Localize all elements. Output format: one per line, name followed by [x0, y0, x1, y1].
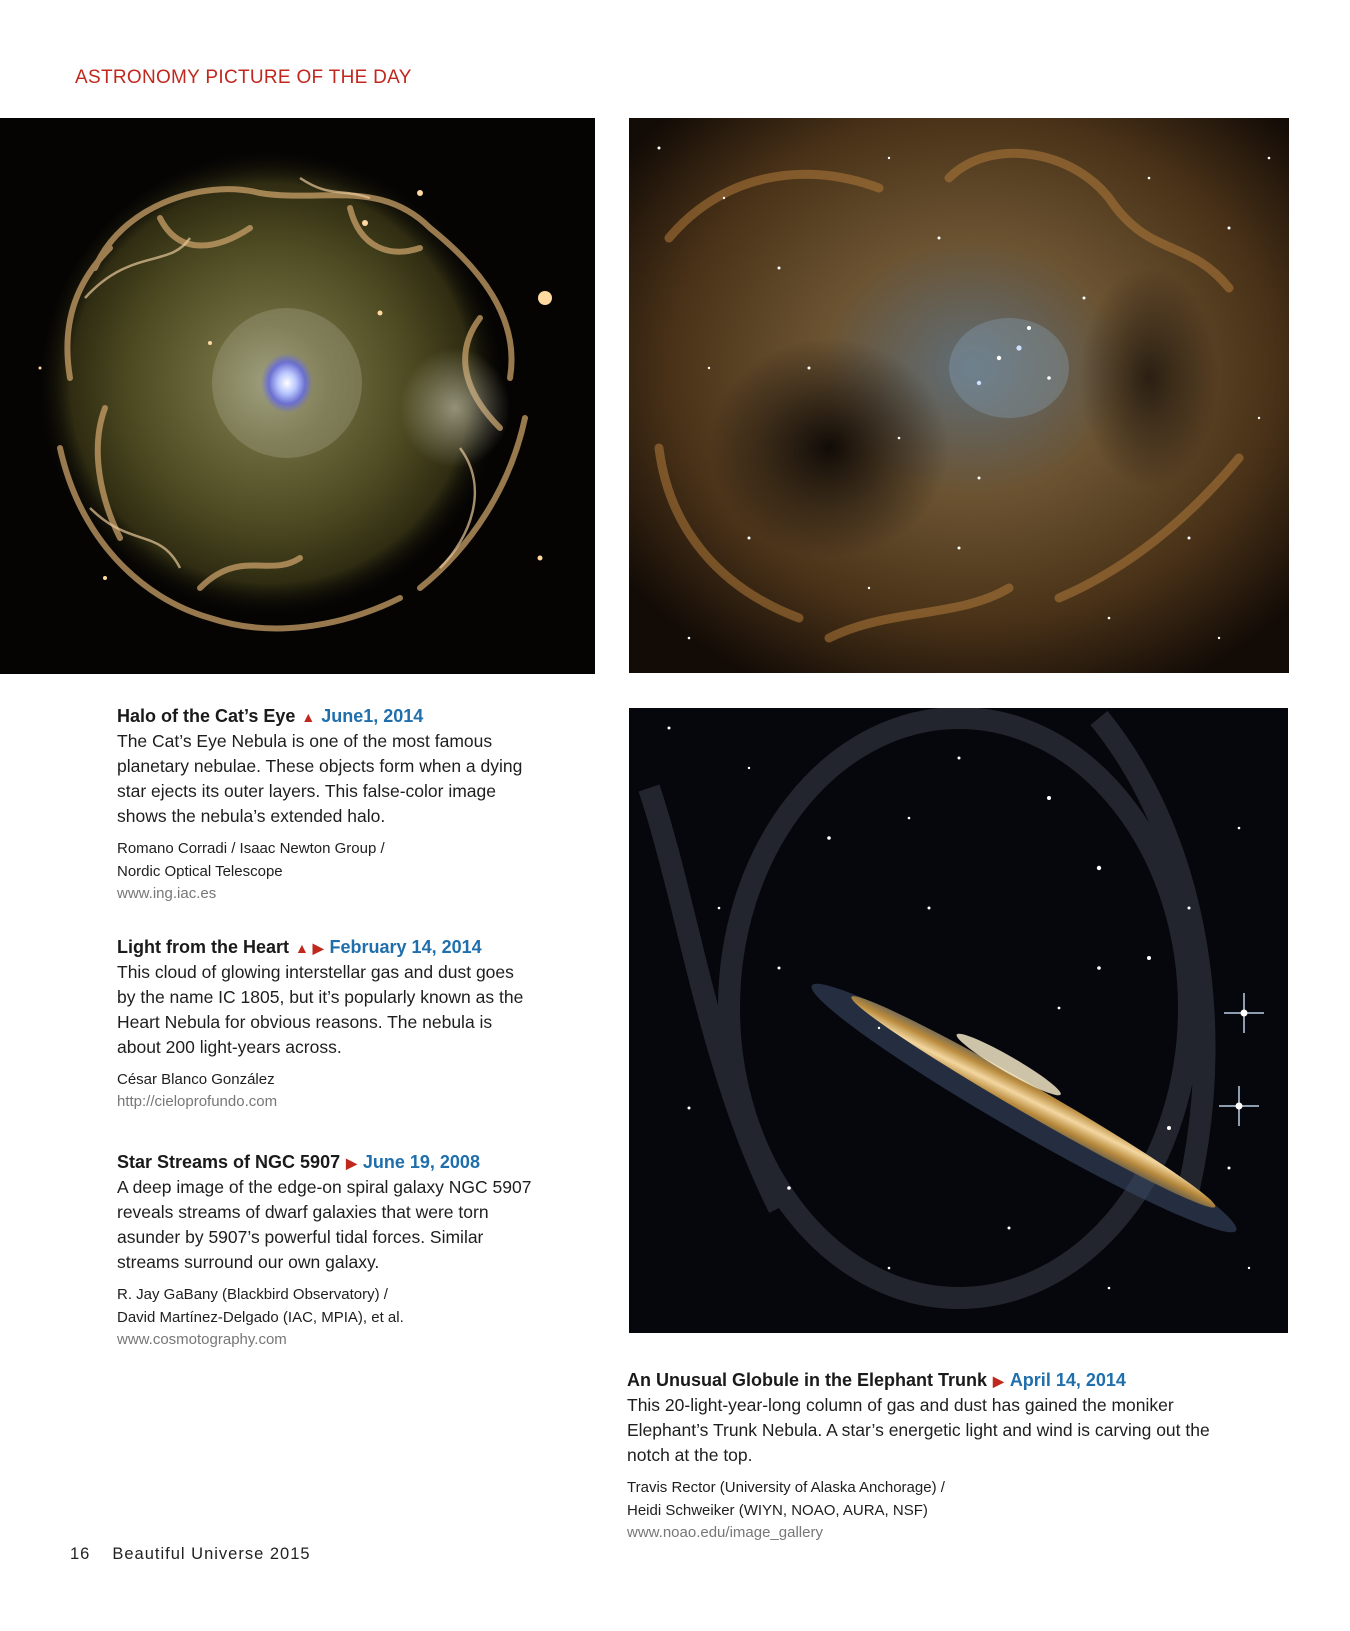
caption-heading — [117, 704, 527, 729]
publication-title: Beautiful Universe 2015 — [112, 1545, 311, 1563]
credit-url-link[interactable]: www.cosmotography.com — [117, 1331, 287, 1348]
caption-title: An Unusual Globule in the Elephant Trunk — [627, 1370, 988, 1390]
marker-icons: ▶ — [346, 1155, 357, 1171]
caption-heading — [117, 935, 527, 960]
caption-cats-eye — [117, 704, 527, 905]
caption-title: Star Streams of NGC 5907 — [117, 1152, 341, 1172]
marker-icons: ▲ ▶ — [295, 940, 324, 956]
marker-icons: ▲ — [301, 709, 316, 725]
photo-credit — [117, 1068, 527, 1091]
caption-heading — [627, 1368, 1227, 1393]
caption-ngc-5907 — [117, 1150, 537, 1351]
heart-nebula-photo — [629, 118, 1289, 673]
credit-line: Travis Rector (University of Alaska Anchorage) / — [627, 1479, 945, 1496]
credit-line: Nordic Optical Telescope — [117, 863, 283, 880]
caption-heading — [117, 1150, 537, 1175]
caption-date: April 14, 2014 — [1009, 1370, 1126, 1390]
credit-line: Romano Corradi / Isaac Newton Group / — [117, 840, 385, 857]
caption-heart — [117, 935, 527, 1113]
page-number: 16 — [70, 1545, 91, 1563]
credit-url-link[interactable]: www.noao.edu/image_gallery — [627, 1524, 823, 1541]
photo-credit — [117, 1283, 537, 1329]
section-title: ASTRONOMY PICTURE OF THE DAY — [75, 67, 412, 88]
marker-icons: ▶ — [993, 1373, 1004, 1389]
caption-body: The Cat’s Eye Nebula is one of the most famous planetary nebulae. These objects form when a dying star ejects its outer layers. This false-color image shows the nebula’s extended halo. — [117, 731, 523, 826]
caption-title: Light from the Heart — [117, 937, 290, 957]
caption-body: This cloud of glowing interstellar gas and dust goes by the name IC 1805, but it’s popularly known as the Heart Nebula for obvious reasons. The nebula is about 200 light-years across. — [117, 962, 524, 1057]
caption-date: June1, 2014 — [321, 706, 424, 726]
credit-url-link[interactable]: www.ing.iac.es — [117, 885, 217, 902]
caption-date: June 19, 2008 — [362, 1152, 480, 1172]
caption-body: A deep image of the edge-on spiral galaxy NGC 5907 reveals streams of dwarf galaxies that were torn asunder by 5907’s powerful tidal forces. Similar streams surround our own galaxy. — [117, 1177, 532, 1272]
cats-eye-nebula-photo — [0, 118, 595, 674]
credit-line: César Blanco González — [117, 1071, 275, 1088]
caption-elephant-trunk — [627, 1368, 1227, 1544]
page-footer — [70, 1545, 311, 1564]
credit-url-link[interactable]: http://cieloprofundo.com — [117, 1093, 278, 1110]
caption-body: This 20-light-year-long column of gas and dust has gained the moniker Elephant’s Trunk Nebula. A star’s energetic light and wind is carving out the notch at the top. — [627, 1395, 1210, 1465]
photo-credit — [627, 1476, 1227, 1522]
caption-date: February 14, 2014 — [329, 937, 482, 957]
credit-line: R. Jay GaBany (Blackbird Observatory) / — [117, 1286, 388, 1303]
ngc-5907-photo — [629, 708, 1288, 1333]
credit-line: David Martínez-Delgado (IAC, MPIA), et al. — [117, 1309, 404, 1326]
photo-credit — [117, 837, 527, 883]
caption-title: Halo of the Cat’s Eye — [117, 706, 296, 726]
credit-line: Heidi Schweiker (WIYN, NOAO, AURA, NSF) — [627, 1502, 928, 1519]
